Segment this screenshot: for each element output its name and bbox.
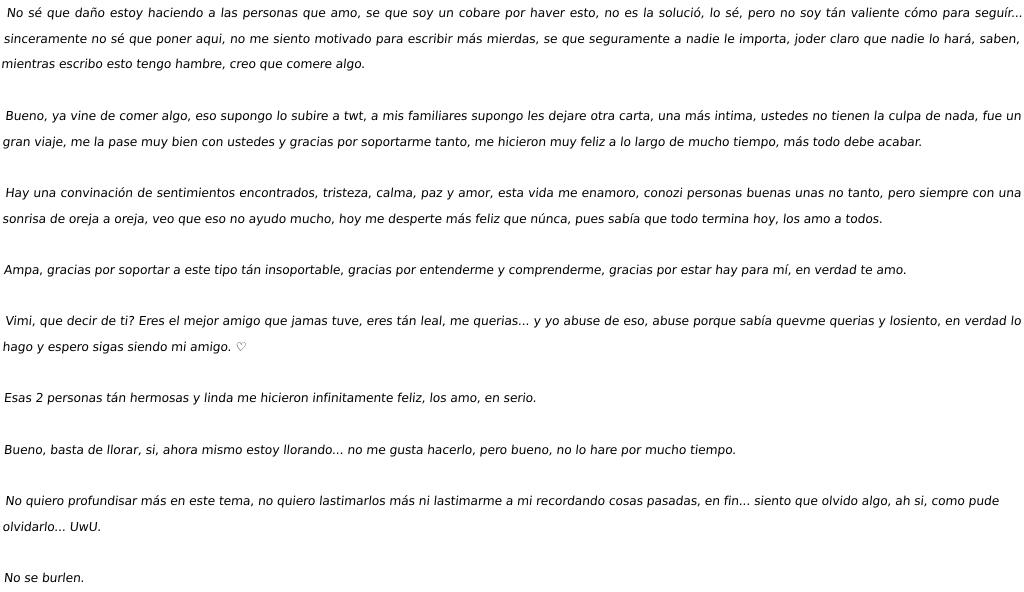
paragraph-1: No sé que daño estoy haciendo a las personas que amo, se que soy un cobare por haver esto, no es la solució, lo sé, pero no soy tán valiente cómo para seguír... sinceramente no sé que poner aqui, no me siento motivado para escribir más mierdas, se que seguramente a nadie le importa, joder claro que nadie lo hará, saben, mientras escribo esto tengo hambre, creo que comere algo. <box>0 6 1024 72</box>
paragraph-5: Vimi, que decir de ti? Eres el mejor amigo que jamas tuve, eres tán leal, me querias... y yo abuse de eso, abuse porque sabía quevme querias y losiento, en verdad lo hago y espero sigas siendo mi amigo. ♡ <box>2 314 1023 355</box>
paragraph-4: Ampa, gracias por soportar a este tipo tán insoportable, gracias por entenderme y comprenderme, gracias por estar hay para mí, en verdad te amo. <box>3 262 908 277</box>
paragraph-8: No quiero profundisar más en este tema, no quiero lastimarlos más ni lastimarme a mi recordando cosas pasadas, en fin... siento que olvido algo, ah si, como pude olvidarlo... UwU. <box>2 494 1001 534</box>
paragraph-3: Hay una convinación de sentimientos encontrados, tristeza, calma, paz y amor, esta vida me enamoro, conozi personas buenas unas no tanto, pero siempre con una sonrisa de oreja a oreja, veo que eso no ayudo mucho, hoy me desperte más feliz que núnca, pues sabía que todo termina hoy, los amo a todos. <box>2 185 1023 226</box>
paragraph-7: Bueno, basta de llorar, si, ahora mismo estoy llorando... no me gusta hacerlo, pero bueno, no lo hare por mucho tiempo. <box>3 442 737 457</box>
paragraph-9: No se burlen. <box>3 571 86 586</box>
paragraph-6: Esas 2 personas tán hermosas y linda me hicieron infinitamente feliz, los amo, en serio. <box>3 391 538 406</box>
paragraph-2: Bueno, ya vine de comer algo, eso supongo lo subire a twt, a mis familiares supongo les dejare otra carta, una más intima, ustedes no tienen la culpa de nada, fue un gran viaje, me la pase muy bien con ustedes y gracias por soportarme tanto, me hicieron muy feliz a lo largo de mucho tiempo, más todo debe acabar. <box>2 108 1023 149</box>
